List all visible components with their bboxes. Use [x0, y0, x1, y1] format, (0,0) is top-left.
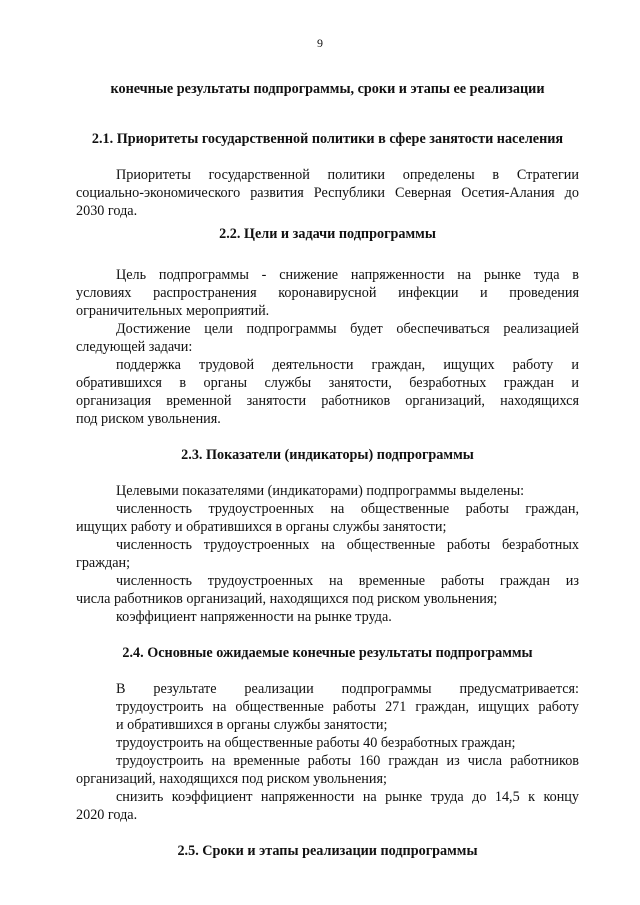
heading-2-5: 2.5. Сроки и этапы реализации подпрограммы — [177, 843, 478, 859]
heading-2-4: 2.4. Основные ожидаемые конечные результаты подпрограммы — [122, 645, 533, 661]
section-2-4-text — [76, 680, 579, 824]
paragraph-line: числа работников организаций, находящихся под риском увольнения; — [76, 591, 498, 607]
section-2-2-text — [76, 266, 579, 428]
paragraph-line: трудоустроить на общественные работы 40 безработных граждан; — [116, 735, 516, 751]
paragraph-line: численность трудоустроенных на временные работы граждан из — [116, 573, 579, 589]
paragraph-line: трудоустроить на общественные работы 271 граждан, ищущих работу — [116, 699, 579, 715]
paragraph-line: организаций, находящихся под риском увольнения; — [76, 771, 387, 787]
paragraph-line: под риском увольнения. — [76, 411, 221, 427]
paragraph-line: организация временной занятости работников организаций, находящихся — [76, 393, 579, 409]
paragraph-line: социально-экономического развития Республики Северная Осетия-Алания до — [76, 185, 579, 201]
paragraph-line: обратившихся в органы службы занятости, безработных граждан и — [76, 375, 579, 391]
heading-2-3: 2.3. Показатели (индикаторы) подпрограммы — [181, 447, 474, 463]
section-2-3-text — [76, 482, 579, 626]
paragraph-line: численность трудоустроенных на общественные работы безработных — [116, 537, 579, 553]
paragraph-line: условиях распространения коронавирусной инфекции и проведения — [76, 285, 579, 301]
paragraph-line: Достижение цели подпрограммы будет обеспечиваться реализацией — [116, 321, 579, 337]
paragraph-line: и обратившихся в органы службы занятости; — [116, 717, 388, 733]
section-header: конечные результаты подпрограммы, сроки и этапы ее реализации — [110, 81, 545, 97]
paragraph-line: поддержка трудовой деятельности граждан, ищущих работу и — [116, 357, 579, 373]
paragraph-line: ищущих работу и обратившихся в органы службы занятости; — [76, 519, 447, 535]
paragraph-line: граждан; — [76, 555, 131, 571]
paragraph-line: Целевыми показателями (индикаторами) подпрограммы выделены: — [116, 483, 525, 499]
paragraph-line: численность трудоустроенных на общественные работы граждан, — [116, 501, 579, 517]
heading-2-1: 2.1. Приоритеты государственной политики в сфере занятости населения — [91, 131, 564, 147]
page-number: 9 — [317, 36, 323, 50]
paragraph-line: 2030 года. — [76, 203, 138, 219]
section-2-1-text — [76, 166, 579, 220]
paragraph-line: Цель подпрограммы - снижение напряженности на рынке туда в — [116, 267, 579, 283]
paragraph-line: ограничительных мероприятий. — [76, 303, 270, 319]
document-body — [76, 80, 579, 860]
paragraph-line: следующей задачи: — [76, 339, 193, 355]
heading-2-2: 2.2. Цели и задачи подпрограммы — [219, 226, 436, 242]
paragraph-line: Приоритеты государственной политики определены в Стратегии — [116, 167, 579, 183]
paragraph-line: трудоустроить на временные работы 160 граждан из числа работников — [116, 753, 579, 769]
paragraph-line: коэффициент напряженности на рынке труда. — [116, 609, 392, 625]
paragraph-line: 2020 года. — [76, 807, 138, 823]
paragraph-line: снизить коэффициент напряженности на рынке труда до 14,5 к концу — [116, 789, 579, 805]
paragraph-line: В результате реализации подпрограммы предусматривается: — [116, 681, 579, 697]
